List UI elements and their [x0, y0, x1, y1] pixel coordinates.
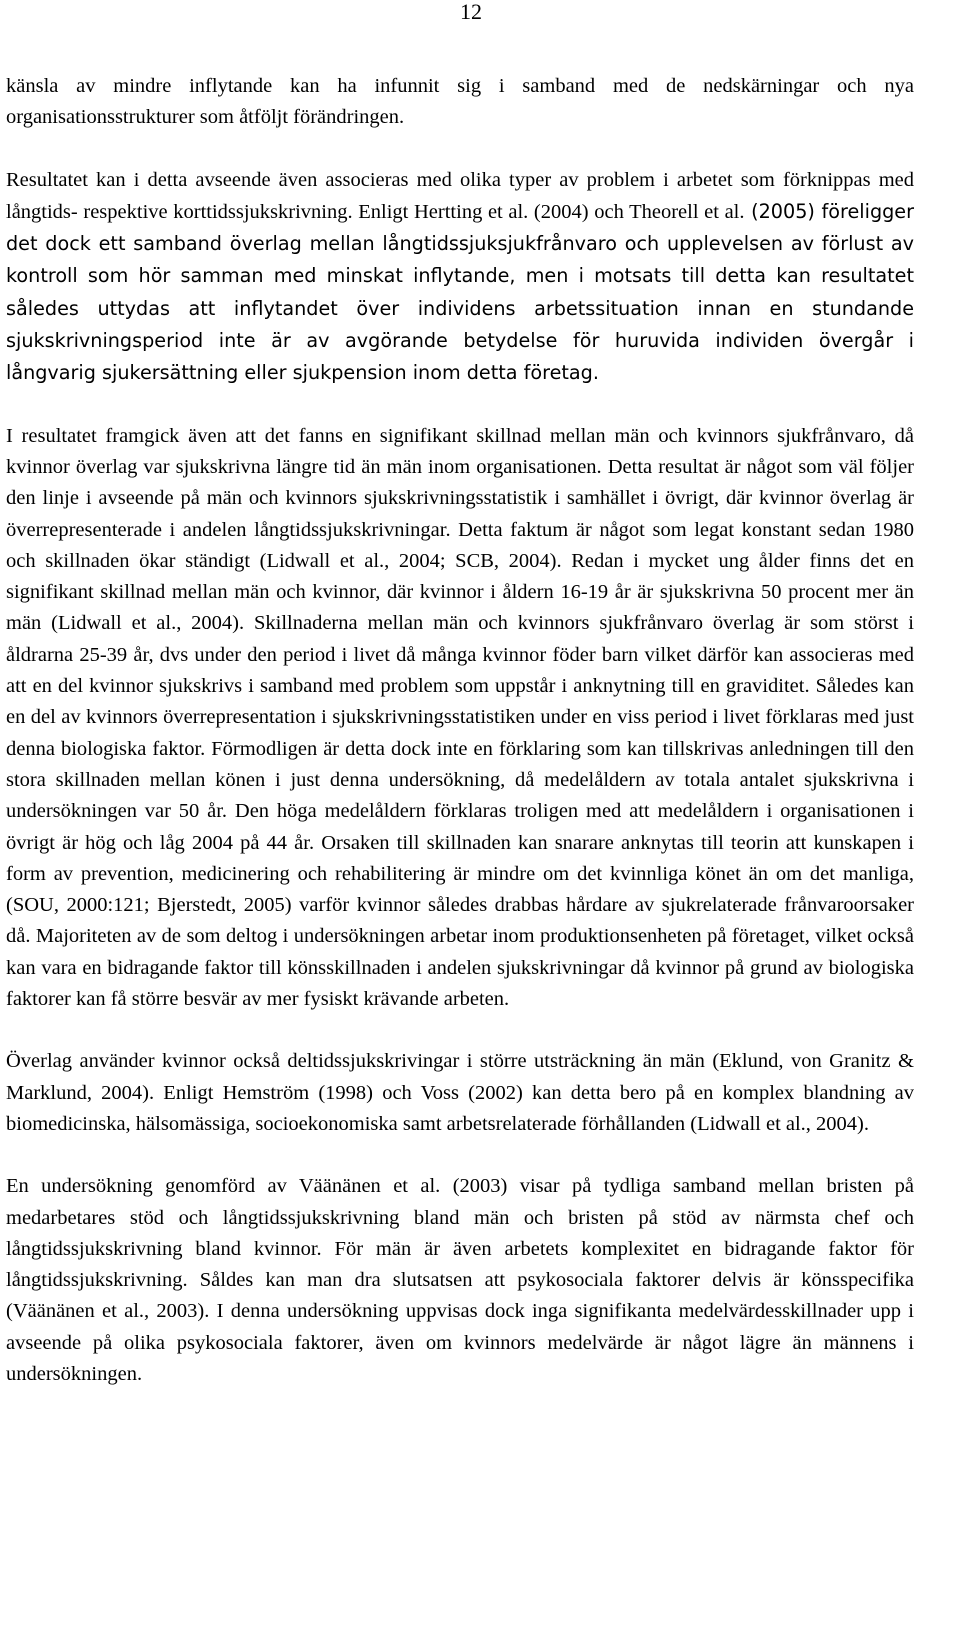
paragraph-2-part-1: Resultatet kan i detta avseende även associeras med olika typer av problem i arbetet som förknippas med långtids- respektive korttidssjukskrivning. Enligt Hertting et al. (2004) och Theorell et al. — [6, 168, 914, 223]
paragraph-2 — [6, 165, 914, 390]
paragraph-2-part-2: (2005) föreligger det dock ett samband överlag mellan långtidssjuksjukfrånvaro och upplevelsen av förlust av kontroll som hör samman med minskat inflytande, men i motsats till detta kan resultatet således uttydas att inflytandet över individens arbetssituation innan en stundande sjukskrivningsperiod inte är av avgörande betydelse för huruvida individen övergår i långvarig sjukersättning eller sjukpension inom detta företag. — [6, 199, 914, 385]
paragraph-3: I resultatet framgick även att det fanns en signifikant skillnad mellan män och kvinnors sjukfrånvaro, då kvinnor överlag var sjukskrivna längre tid än män inom organisationen. Detta resultat är något som väl följer den linje i avseende på män och kvinnors sjukskrivningsstatistik i samhället i övrigt, där kvinnor överlag är överrepresenterade i andelen långtidssjukskrivningar. Detta faktum är något som legat konstant sedan 1980 och skillnaden ökar ständigt (Lidwall et al., 2004; SCB, 2004). Redan i mycket ung ålder finns det en signifikant skillnad mellan män och kvinnor, där kvinnor i åldern 16-19 år är sjukskrivna 50 procent mer än män (Lidwall et al., 2004). Skillnaderna mellan män och kvinnors sjukfrånvaro överlag är som störst i åldrarna 25-39 år, dvs under den period i livet då många kvinnor föder barn vilket därför kan associeras med att en del kvinnor sjukskrivs i samband med problem som uppstår i anknytning till en graviditet. Således kan en del av kvinnors överrepresentation i sjukskrivningsstatistiken under en viss period i livet förklaras med just denna biologiska faktor. Förmodligen är detta dock inte en förklaring som kan tillskrivas anledningen till den stora skillnaden mellan könen i just denna undersökning, då medelåldern av totala antalet sjukskrivna i undersökningen var 50 år. Den höga medelåldern förklaras troligen med att medelåldern i organisationen i övrigt är hög och låg 2004 på 44 år. Orsaken till skillnaden kan snarare anknytas till teorin att kunskapen i form av prevention, medicinering och rehabilitering är mindre om det kvinnliga könet än om det manliga, (SOU, 2000:121; Bjerstedt, 2005) varför kvinnor således drabbas hårdare av sjukrelaterade frånvaroorsaker då. Majoriteten av de som deltog i undersökningen arbetar inom produktionsenheten på företaget, vilket också kan vara en bidragande faktor till könsskillnaden i andelen sjukskrivningar då kvinnor på grund av biologiska faktorer kan få större besvär av mer fysiskt krävande arbeten. — [6, 424, 914, 1011]
paragraph-4: Överlag använder kvinnor också deltidssjukskrivingar i större utsträckning än män (Eklund, von Granitz & Marklund, 2004). Enligt Hemström (1998) och Voss (2002) kan detta bero på en komplex blandning av biomedicinska, hälsomässiga, socioekonomiska samt arbetsrelaterade förhållanden (Lidwall et al., 2004). — [6, 1050, 914, 1135]
paragraph-1: känsla av mindre inflytande kan ha infunnit sig i samband med de nedskärningar och nya organisationsstrukturer som åtföljt förändringen. — [6, 75, 914, 129]
page-number: 12 — [460, 0, 482, 24]
paragraph-5: En undersökning genomförd av Väänänen et al. (2003) visar på tydliga samband mellan bristen på medarbetares stöd och långtidssjukskrivning bland män och bristen på stöd av närmsta chef och långtidssjukskrivning bland kvinnor. För män är även arbetets komplexitet en bidragande faktor för långtidssjukskrivning. Såldes kan man dra slutsatsen att psykosociala faktorer delvis är könsspecifika (Väänänen et al., 2003). I denna undersökning uppvisas dock inga signifikanta medelvärdesskillnader upp i avseende på olika psykosociala faktorer, även om kvinnors medelvärde är något lägre än männens i undersökningen. — [6, 1175, 914, 1385]
body-text — [6, 71, 914, 1390]
